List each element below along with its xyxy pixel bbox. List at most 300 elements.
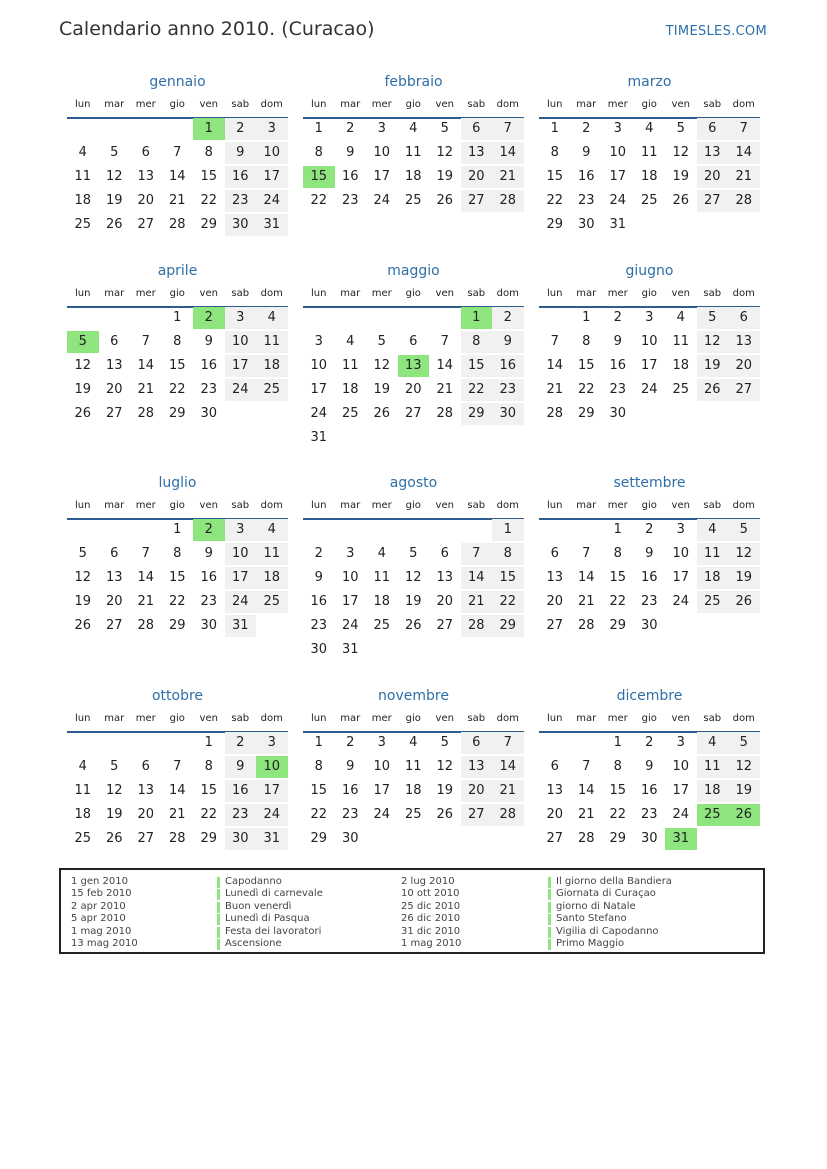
- day-cell[interactable]: 19: [105, 193, 123, 208]
- day-cell[interactable]: 6: [141, 759, 150, 774]
- day-cell[interactable]: 24: [256, 190, 288, 212]
- day-cell[interactable]: 5: [440, 121, 449, 136]
- day-cell[interactable]: 3: [346, 546, 355, 561]
- day-cell[interactable]: 6: [110, 546, 119, 561]
- day-cell[interactable]: 8: [314, 759, 323, 774]
- day-cell[interactable]: 20: [461, 780, 493, 802]
- day-cell[interactable]: 5: [78, 546, 87, 561]
- day-cell[interactable]: 1: [314, 735, 323, 750]
- day-cell[interactable]: 25: [256, 379, 288, 401]
- day-cell[interactable]: 26: [373, 406, 391, 421]
- day-cell[interactable]: 20: [404, 382, 422, 397]
- day-cell[interactable]: 17: [341, 594, 359, 609]
- day-cell[interactable]: 3: [256, 732, 288, 754]
- day-cell[interactable]: 4: [256, 307, 288, 329]
- day-cell[interactable]: 30: [225, 214, 257, 236]
- day-cell[interactable]: 27: [436, 618, 454, 633]
- day-cell[interactable]: 26: [728, 591, 760, 613]
- day-cell[interactable]: 28: [492, 804, 524, 826]
- day-cell[interactable]: 18: [404, 783, 422, 798]
- day-cell[interactable]: 9: [492, 331, 524, 353]
- day-cell[interactable]: 24: [373, 807, 391, 822]
- day-cell[interactable]: 9: [225, 756, 257, 778]
- day-cell[interactable]: 20: [697, 166, 729, 188]
- day-cell[interactable]: 9: [204, 546, 213, 561]
- day-cell[interactable]: 18: [404, 169, 422, 184]
- day-cell[interactable]: 24: [609, 193, 627, 208]
- day-cell[interactable]: 16: [577, 169, 595, 184]
- day-cell[interactable]: 22: [168, 382, 186, 397]
- day-cell[interactable]: 1: [173, 310, 182, 325]
- day-cell[interactable]: 18: [74, 807, 92, 822]
- day-cell[interactable]: 10: [225, 331, 257, 353]
- day-cell[interactable]: 27: [461, 190, 493, 212]
- day-cell[interactable]: 28: [461, 615, 493, 637]
- day-cell[interactable]: 12: [728, 756, 760, 778]
- day-cell[interactable]: 7: [492, 118, 524, 140]
- day-cell[interactable]: 30: [640, 831, 658, 846]
- day-cell[interactable]: 5: [728, 519, 760, 541]
- day-cell[interactable]: 25: [672, 382, 690, 397]
- day-cell[interactable]: 21: [436, 382, 454, 397]
- day-cell[interactable]: 29: [609, 831, 627, 846]
- day-cell[interactable]: 19: [74, 594, 92, 609]
- day-cell[interactable]: 27: [137, 831, 155, 846]
- day-cell[interactable]: 20: [137, 193, 155, 208]
- day-cell[interactable]: 3: [676, 522, 685, 537]
- day-cell[interactable]: 23: [225, 190, 257, 212]
- day-cell[interactable]: 4: [377, 546, 386, 561]
- day-cell[interactable]: 8: [314, 145, 323, 160]
- day-cell[interactable]: 27: [137, 217, 155, 232]
- day-cell[interactable]: 30: [310, 642, 328, 657]
- day-cell[interactable]: 18: [697, 780, 729, 802]
- holiday-day-cell[interactable]: 13: [398, 355, 430, 377]
- day-cell[interactable]: 20: [105, 382, 123, 397]
- day-cell[interactable]: 21: [577, 807, 595, 822]
- day-cell[interactable]: 19: [373, 382, 391, 397]
- day-cell[interactable]: 11: [697, 543, 729, 565]
- day-cell[interactable]: 14: [577, 783, 595, 798]
- day-cell[interactable]: 8: [204, 759, 213, 774]
- holiday-day-cell[interactable]: 1: [461, 307, 493, 329]
- day-cell[interactable]: 25: [341, 406, 359, 421]
- day-cell[interactable]: 19: [74, 382, 92, 397]
- day-cell[interactable]: 18: [341, 382, 359, 397]
- day-cell[interactable]: 15: [577, 358, 595, 373]
- day-cell[interactable]: 13: [461, 756, 493, 778]
- day-cell[interactable]: 10: [672, 546, 690, 561]
- day-cell[interactable]: 21: [137, 594, 155, 609]
- holiday-day-cell[interactable]: 2: [193, 519, 225, 541]
- day-cell[interactable]: 19: [404, 594, 422, 609]
- day-cell[interactable]: 16: [310, 594, 328, 609]
- day-cell[interactable]: 20: [546, 807, 564, 822]
- day-cell[interactable]: 23: [577, 193, 595, 208]
- day-cell[interactable]: 25: [74, 217, 92, 232]
- day-cell[interactable]: 10: [225, 543, 257, 565]
- day-cell[interactable]: 19: [697, 355, 729, 377]
- day-cell[interactable]: 22: [310, 807, 328, 822]
- day-cell[interactable]: 31: [310, 430, 328, 445]
- day-cell[interactable]: 12: [697, 331, 729, 353]
- day-cell[interactable]: 21: [137, 382, 155, 397]
- day-cell[interactable]: 22: [310, 193, 328, 208]
- day-cell[interactable]: 14: [168, 783, 186, 798]
- day-cell[interactable]: 24: [640, 382, 658, 397]
- day-cell[interactable]: 24: [672, 807, 690, 822]
- day-cell[interactable]: 12: [436, 759, 454, 774]
- day-cell[interactable]: 10: [341, 570, 359, 585]
- day-cell[interactable]: 3: [613, 121, 622, 136]
- day-cell[interactable]: 30: [577, 217, 595, 232]
- day-cell[interactable]: 26: [74, 406, 92, 421]
- day-cell[interactable]: 2: [346, 735, 355, 750]
- day-cell[interactable]: 31: [256, 214, 288, 236]
- day-cell[interactable]: 16: [225, 780, 257, 802]
- day-cell[interactable]: 17: [609, 169, 627, 184]
- day-cell[interactable]: 20: [546, 594, 564, 609]
- day-cell[interactable]: 3: [377, 735, 386, 750]
- day-cell[interactable]: 22: [461, 379, 493, 401]
- day-cell[interactable]: 16: [640, 783, 658, 798]
- holiday-day-cell[interactable]: 25: [697, 804, 729, 826]
- day-cell[interactable]: 30: [341, 831, 359, 846]
- day-cell[interactable]: 11: [256, 543, 288, 565]
- day-cell[interactable]: 12: [105, 169, 123, 184]
- day-cell[interactable]: 9: [645, 546, 654, 561]
- day-cell[interactable]: 10: [672, 759, 690, 774]
- day-cell[interactable]: 20: [137, 807, 155, 822]
- day-cell[interactable]: 9: [346, 145, 355, 160]
- day-cell[interactable]: 27: [728, 379, 760, 401]
- day-cell[interactable]: 14: [577, 570, 595, 585]
- day-cell[interactable]: 14: [168, 169, 186, 184]
- holiday-day-cell[interactable]: 2: [193, 307, 225, 329]
- day-cell[interactable]: 22: [609, 594, 627, 609]
- day-cell[interactable]: 5: [377, 334, 386, 349]
- day-cell[interactable]: 17: [640, 358, 658, 373]
- day-cell[interactable]: 11: [404, 759, 422, 774]
- day-cell[interactable]: 6: [409, 334, 418, 349]
- day-cell[interactable]: 23: [200, 382, 218, 397]
- day-cell[interactable]: 10: [373, 759, 391, 774]
- day-cell[interactable]: 5: [676, 121, 685, 136]
- day-cell[interactable]: 25: [697, 591, 729, 613]
- day-cell[interactable]: 21: [461, 591, 493, 613]
- day-cell[interactable]: 2: [645, 735, 654, 750]
- day-cell[interactable]: 18: [256, 567, 288, 589]
- day-cell[interactable]: 23: [200, 594, 218, 609]
- day-cell[interactable]: 9: [204, 334, 213, 349]
- day-cell[interactable]: 13: [436, 570, 454, 585]
- day-cell[interactable]: 29: [492, 615, 524, 637]
- holiday-day-cell[interactable]: 26: [728, 804, 760, 826]
- day-cell[interactable]: 25: [256, 591, 288, 613]
- brand-link[interactable]: TIMESLES.COM: [665, 24, 767, 39]
- day-cell[interactable]: 11: [404, 145, 422, 160]
- day-cell[interactable]: 1: [314, 121, 323, 136]
- day-cell[interactable]: 7: [141, 334, 150, 349]
- day-cell[interactable]: 6: [728, 307, 760, 329]
- day-cell[interactable]: 7: [173, 759, 182, 774]
- day-cell[interactable]: 11: [74, 169, 92, 184]
- day-cell[interactable]: 25: [640, 193, 658, 208]
- day-cell[interactable]: 30: [609, 406, 627, 421]
- day-cell[interactable]: 11: [74, 783, 92, 798]
- day-cell[interactable]: 26: [436, 807, 454, 822]
- day-cell[interactable]: 23: [341, 807, 359, 822]
- day-cell[interactable]: 16: [225, 166, 257, 188]
- day-cell[interactable]: 4: [697, 519, 729, 541]
- day-cell[interactable]: 16: [492, 355, 524, 377]
- day-cell[interactable]: 16: [640, 570, 658, 585]
- day-cell[interactable]: 21: [168, 193, 186, 208]
- day-cell[interactable]: 8: [461, 331, 493, 353]
- day-cell[interactable]: 16: [341, 169, 359, 184]
- day-cell[interactable]: 4: [409, 735, 418, 750]
- day-cell[interactable]: 13: [461, 142, 493, 164]
- day-cell[interactable]: 9: [314, 570, 323, 585]
- day-cell[interactable]: 24: [225, 379, 257, 401]
- day-cell[interactable]: 2: [225, 118, 257, 140]
- day-cell[interactable]: 1: [582, 310, 591, 325]
- day-cell[interactable]: 13: [546, 570, 564, 585]
- day-cell[interactable]: 8: [613, 759, 622, 774]
- day-cell[interactable]: 3: [225, 519, 257, 541]
- day-cell[interactable]: 19: [436, 169, 454, 184]
- day-cell[interactable]: 23: [310, 618, 328, 633]
- day-cell[interactable]: 7: [173, 145, 182, 160]
- day-cell[interactable]: 2: [645, 522, 654, 537]
- day-cell[interactable]: 6: [461, 732, 493, 754]
- day-cell[interactable]: 5: [409, 546, 418, 561]
- day-cell[interactable]: 16: [341, 783, 359, 798]
- day-cell[interactable]: 16: [200, 570, 218, 585]
- day-cell[interactable]: 10: [640, 334, 658, 349]
- day-cell[interactable]: 26: [105, 831, 123, 846]
- day-cell[interactable]: 19: [728, 780, 760, 802]
- day-cell[interactable]: 17: [310, 382, 328, 397]
- day-cell[interactable]: 23: [225, 804, 257, 826]
- day-cell[interactable]: 23: [640, 594, 658, 609]
- day-cell[interactable]: 4: [409, 121, 418, 136]
- day-cell[interactable]: 7: [440, 334, 449, 349]
- day-cell[interactable]: 4: [697, 732, 729, 754]
- day-cell[interactable]: 18: [697, 567, 729, 589]
- day-cell[interactable]: 16: [200, 358, 218, 373]
- day-cell[interactable]: 22: [200, 193, 218, 208]
- holiday-day-cell[interactable]: 1: [193, 118, 225, 140]
- day-cell[interactable]: 29: [310, 831, 328, 846]
- day-cell[interactable]: 28: [577, 831, 595, 846]
- day-cell[interactable]: 1: [492, 519, 524, 541]
- day-cell[interactable]: 17: [672, 783, 690, 798]
- day-cell[interactable]: 7: [582, 546, 591, 561]
- day-cell[interactable]: 28: [728, 190, 760, 212]
- day-cell[interactable]: 3: [225, 307, 257, 329]
- day-cell[interactable]: 25: [404, 807, 422, 822]
- day-cell[interactable]: 7: [582, 759, 591, 774]
- day-cell[interactable]: 11: [373, 570, 391, 585]
- day-cell[interactable]: 7: [141, 546, 150, 561]
- day-cell[interactable]: 17: [225, 355, 257, 377]
- day-cell[interactable]: 5: [110, 759, 119, 774]
- day-cell[interactable]: 6: [110, 334, 119, 349]
- day-cell[interactable]: 1: [173, 522, 182, 537]
- day-cell[interactable]: 2: [314, 546, 323, 561]
- day-cell[interactable]: 9: [582, 145, 591, 160]
- day-cell[interactable]: 3: [645, 310, 654, 325]
- day-cell[interactable]: 13: [728, 331, 760, 353]
- day-cell[interactable]: 15: [200, 169, 218, 184]
- day-cell[interactable]: 28: [137, 618, 155, 633]
- day-cell[interactable]: 24: [310, 406, 328, 421]
- day-cell[interactable]: 28: [577, 618, 595, 633]
- day-cell[interactable]: 22: [492, 591, 524, 613]
- day-cell[interactable]: 18: [672, 358, 690, 373]
- day-cell[interactable]: 19: [672, 169, 690, 184]
- day-cell[interactable]: 2: [225, 732, 257, 754]
- day-cell[interactable]: 11: [341, 358, 359, 373]
- day-cell[interactable]: 29: [546, 217, 564, 232]
- day-cell[interactable]: 15: [461, 355, 493, 377]
- day-cell[interactable]: 11: [640, 145, 658, 160]
- day-cell[interactable]: 4: [78, 759, 87, 774]
- day-cell[interactable]: 10: [373, 145, 391, 160]
- day-cell[interactable]: 15: [168, 358, 186, 373]
- day-cell[interactable]: 28: [168, 217, 186, 232]
- day-cell[interactable]: 23: [609, 382, 627, 397]
- day-cell[interactable]: 10: [256, 142, 288, 164]
- day-cell[interactable]: 4: [78, 145, 87, 160]
- day-cell[interactable]: 9: [613, 334, 622, 349]
- day-cell[interactable]: 9: [225, 142, 257, 164]
- day-cell[interactable]: 8: [173, 546, 182, 561]
- day-cell[interactable]: 10: [310, 358, 328, 373]
- day-cell[interactable]: 14: [436, 358, 454, 373]
- day-cell[interactable]: 29: [609, 618, 627, 633]
- day-cell[interactable]: 23: [640, 807, 658, 822]
- day-cell[interactable]: 27: [404, 406, 422, 421]
- day-cell[interactable]: 1: [550, 121, 559, 136]
- day-cell[interactable]: 13: [137, 783, 155, 798]
- day-cell[interactable]: 11: [672, 334, 690, 349]
- day-cell[interactable]: 6: [461, 118, 493, 140]
- day-cell[interactable]: 19: [728, 567, 760, 589]
- day-cell[interactable]: 3: [256, 118, 288, 140]
- day-cell[interactable]: 31: [225, 615, 257, 637]
- day-cell[interactable]: 14: [461, 567, 493, 589]
- day-cell[interactable]: 6: [697, 118, 729, 140]
- day-cell[interactable]: 5: [440, 735, 449, 750]
- day-cell[interactable]: 14: [137, 358, 155, 373]
- day-cell[interactable]: 13: [137, 169, 155, 184]
- day-cell[interactable]: 3: [377, 121, 386, 136]
- day-cell[interactable]: 12: [74, 570, 92, 585]
- day-cell[interactable]: 20: [105, 594, 123, 609]
- day-cell[interactable]: 12: [373, 358, 391, 373]
- holiday-day-cell[interactable]: 15: [303, 166, 335, 188]
- day-cell[interactable]: 12: [728, 543, 760, 565]
- day-cell[interactable]: 27: [697, 190, 729, 212]
- day-cell[interactable]: 17: [256, 166, 288, 188]
- day-cell[interactable]: 2: [582, 121, 591, 136]
- day-cell[interactable]: 24: [373, 193, 391, 208]
- day-cell[interactable]: 13: [546, 783, 564, 798]
- day-cell[interactable]: 4: [256, 519, 288, 541]
- day-cell[interactable]: 24: [256, 804, 288, 826]
- day-cell[interactable]: 2: [492, 307, 524, 329]
- day-cell[interactable]: 5: [110, 145, 119, 160]
- day-cell[interactable]: 17: [373, 783, 391, 798]
- day-cell[interactable]: 4: [346, 334, 355, 349]
- day-cell[interactable]: 3: [314, 334, 323, 349]
- day-cell[interactable]: 21: [577, 594, 595, 609]
- day-cell[interactable]: 11: [697, 756, 729, 778]
- day-cell[interactable]: 14: [492, 756, 524, 778]
- holiday-day-cell[interactable]: 31: [665, 828, 697, 850]
- day-cell[interactable]: 15: [310, 783, 328, 798]
- day-cell[interactable]: 12: [74, 358, 92, 373]
- day-cell[interactable]: 20: [461, 166, 493, 188]
- day-cell[interactable]: 25: [373, 618, 391, 633]
- day-cell[interactable]: 17: [225, 567, 257, 589]
- day-cell[interactable]: 30: [200, 618, 218, 633]
- day-cell[interactable]: 15: [168, 570, 186, 585]
- day-cell[interactable]: 18: [640, 169, 658, 184]
- day-cell[interactable]: 18: [256, 355, 288, 377]
- holiday-day-cell[interactable]: 5: [67, 331, 99, 353]
- day-cell[interactable]: 19: [105, 807, 123, 822]
- day-cell[interactable]: 28: [436, 406, 454, 421]
- day-cell[interactable]: 2: [613, 310, 622, 325]
- day-cell[interactable]: 8: [582, 334, 591, 349]
- day-cell[interactable]: 25: [404, 193, 422, 208]
- day-cell[interactable]: 22: [546, 193, 564, 208]
- day-cell[interactable]: 14: [492, 142, 524, 164]
- day-cell[interactable]: 22: [609, 807, 627, 822]
- day-cell[interactable]: 13: [105, 570, 123, 585]
- day-cell[interactable]: 26: [105, 217, 123, 232]
- day-cell[interactable]: 26: [74, 618, 92, 633]
- day-cell[interactable]: 29: [168, 618, 186, 633]
- day-cell[interactable]: 5: [697, 307, 729, 329]
- day-cell[interactable]: 27: [105, 406, 123, 421]
- day-cell[interactable]: 27: [546, 618, 564, 633]
- day-cell[interactable]: 15: [546, 169, 564, 184]
- day-cell[interactable]: 10: [609, 145, 627, 160]
- day-cell[interactable]: 6: [550, 546, 559, 561]
- day-cell[interactable]: 14: [546, 358, 564, 373]
- day-cell[interactable]: 12: [436, 145, 454, 160]
- day-cell[interactable]: 7: [728, 118, 760, 140]
- day-cell[interactable]: 26: [436, 193, 454, 208]
- day-cell[interactable]: 20: [436, 594, 454, 609]
- day-cell[interactable]: 21: [492, 780, 524, 802]
- day-cell[interactable]: 26: [697, 379, 729, 401]
- day-cell[interactable]: 17: [373, 169, 391, 184]
- day-cell[interactable]: 29: [577, 406, 595, 421]
- day-cell[interactable]: 9: [645, 759, 654, 774]
- day-cell[interactable]: 30: [200, 406, 218, 421]
- day-cell[interactable]: 4: [645, 121, 654, 136]
- day-cell[interactable]: 13: [697, 142, 729, 164]
- day-cell[interactable]: 29: [461, 403, 493, 425]
- day-cell[interactable]: 8: [550, 145, 559, 160]
- day-cell[interactable]: 19: [436, 783, 454, 798]
- day-cell[interactable]: 1: [613, 735, 622, 750]
